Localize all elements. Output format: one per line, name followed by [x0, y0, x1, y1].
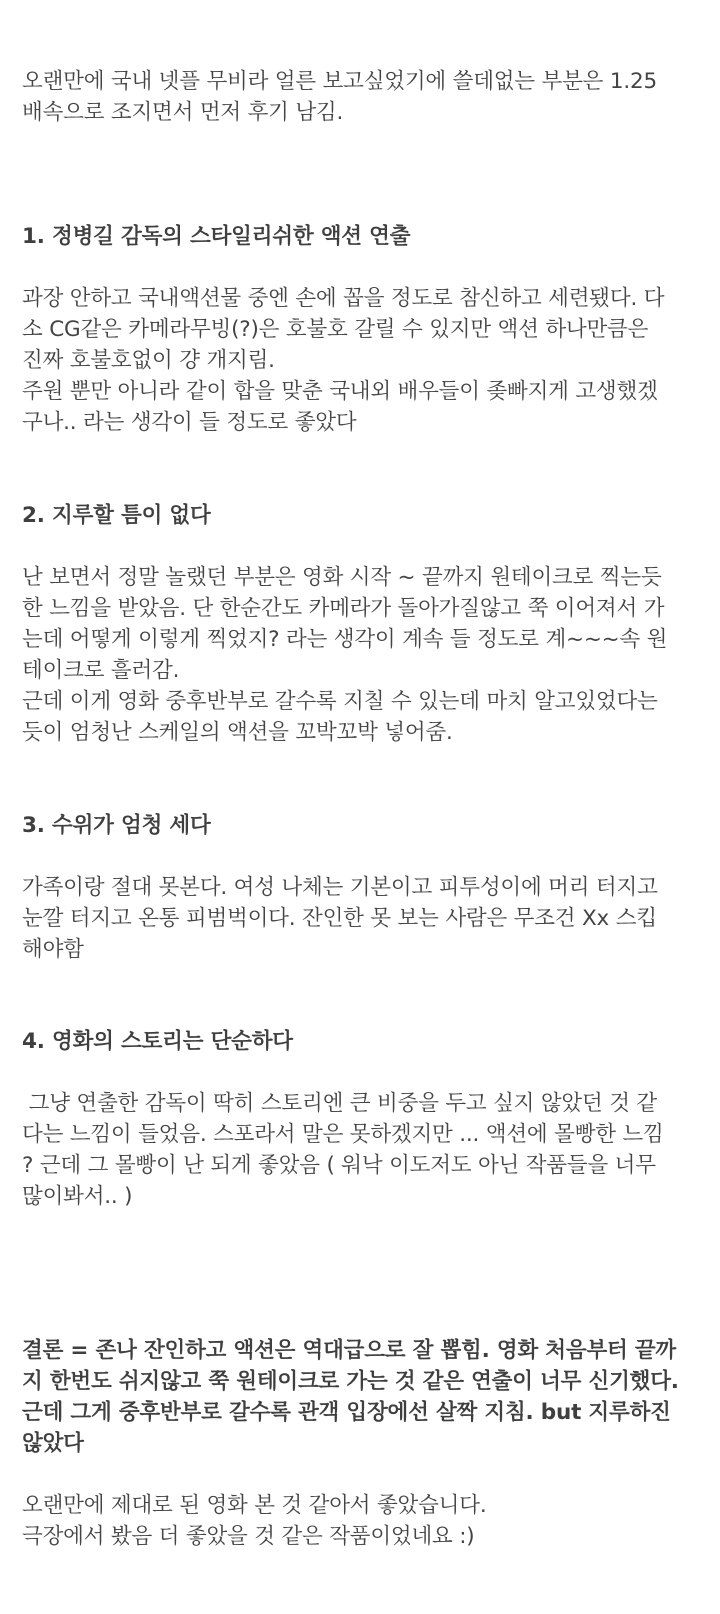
intro-line: 오랜만에 국내 넷플 무비라 얼른 보고싶었기에 쓸데없는 부분은 1.25: [22, 69, 657, 94]
body-line: 테이크로 흘러감.: [22, 658, 180, 683]
body-line: 진짜 호불호없이 걍 개지림.: [22, 348, 275, 373]
body-line: ? 근데 그 몰빵이 난 되게 좋았음 ( 워낙 이도저도 아닌 작품들을 너무: [22, 1153, 656, 1178]
body-line: 눈깔 터지고 온통 피범벅이다. 잔인한 못 보는 사람은 무조건 Xx 스킵: [22, 906, 657, 931]
body-line: 해야함: [22, 937, 84, 962]
conclusion-line: 결론 = 존나 잔인하고 액션은 역대급으로 잘 뽑힘. 영화 처음부터 끝까: [22, 1338, 676, 1363]
conclusion-line: 않았다: [22, 1431, 84, 1456]
closing-line: 극장에서 봤음 더 좋았을 것 같은 작품이었네요 :): [22, 1524, 475, 1549]
intro-line: 배속으로 조지면서 먼저 후기 남김.: [22, 100, 344, 125]
section-heading: 4. 영화의 스토리는 단순하다: [22, 1029, 293, 1054]
conclusion-line: 지 한번도 쉬지않고 쭉 원테이크로 가는 것 같은 연출이 너무 신기했다.: [22, 1369, 679, 1394]
body-line: 과장 안하고 국내액션물 중엔 손에 꼽을 정도로 참신하고 세련됐다. 다: [22, 286, 665, 311]
section-heading: 2. 지루할 틈이 없다: [22, 503, 211, 528]
section-heading: 3. 수위가 엄청 세다: [22, 813, 211, 838]
body-line: 다는 느낌이 들었음. 스포라서 말은 못하겠지만 ... 액션에 몰빵한 느낌: [22, 1122, 664, 1147]
body-line: 듯이 엄청난 스케일의 액션을 꼬박꼬박 넣어줌.: [22, 720, 453, 745]
body-line: 소 CG같은 카메라무빙(?)은 호불호 갈릴 수 있지만 액션 하나만큼은: [22, 317, 649, 342]
body-line: 가족이랑 절대 못본다. 여성 나체는 기본이고 피투성이에 머리 터지고: [22, 875, 658, 900]
closing-line: 오랜만에 제대로 된 영화 본 것 같아서 좋았습니다.: [22, 1493, 487, 1518]
body-line: 많이봐서.. ): [22, 1184, 133, 1209]
section-heading: 1. 정병길 감독의 스타일리쉬한 액션 연출: [22, 224, 411, 249]
body-line: 구나.. 라는 생각이 들 정도로 좋았다: [22, 410, 357, 435]
conclusion-line: 근데 그게 중후반부로 갈수록 관객 입장에선 살짝 지침. but 지루하진: [22, 1400, 671, 1425]
body-line: 근데 이게 영화 중후반부로 갈수록 지칠 수 있는데 마치 알고있었다는: [22, 689, 658, 714]
body-line: 주원 뿐만 아니라 같이 합을 맞춘 국내외 배우들이 좆빠지게 고생했겠: [22, 379, 658, 404]
body-line: 는데 어떻게 이렇게 찍었지? 라는 생각이 계속 들 정도로 계~~~속 원: [22, 627, 668, 652]
body-line: 그냥 연출한 감독이 딱히 스토리엔 큰 비중을 두고 싶지 않았던 것 같: [22, 1091, 657, 1116]
body-line: 난 보면서 정말 놀랬던 부분은 영화 시작 ~ 끝까지 원테이크로 찍는듯: [22, 565, 662, 590]
body-line: 한 느낌을 받았음. 단 한순간도 카메라가 돌아가질않고 쭉 이어져서 가: [22, 596, 665, 621]
